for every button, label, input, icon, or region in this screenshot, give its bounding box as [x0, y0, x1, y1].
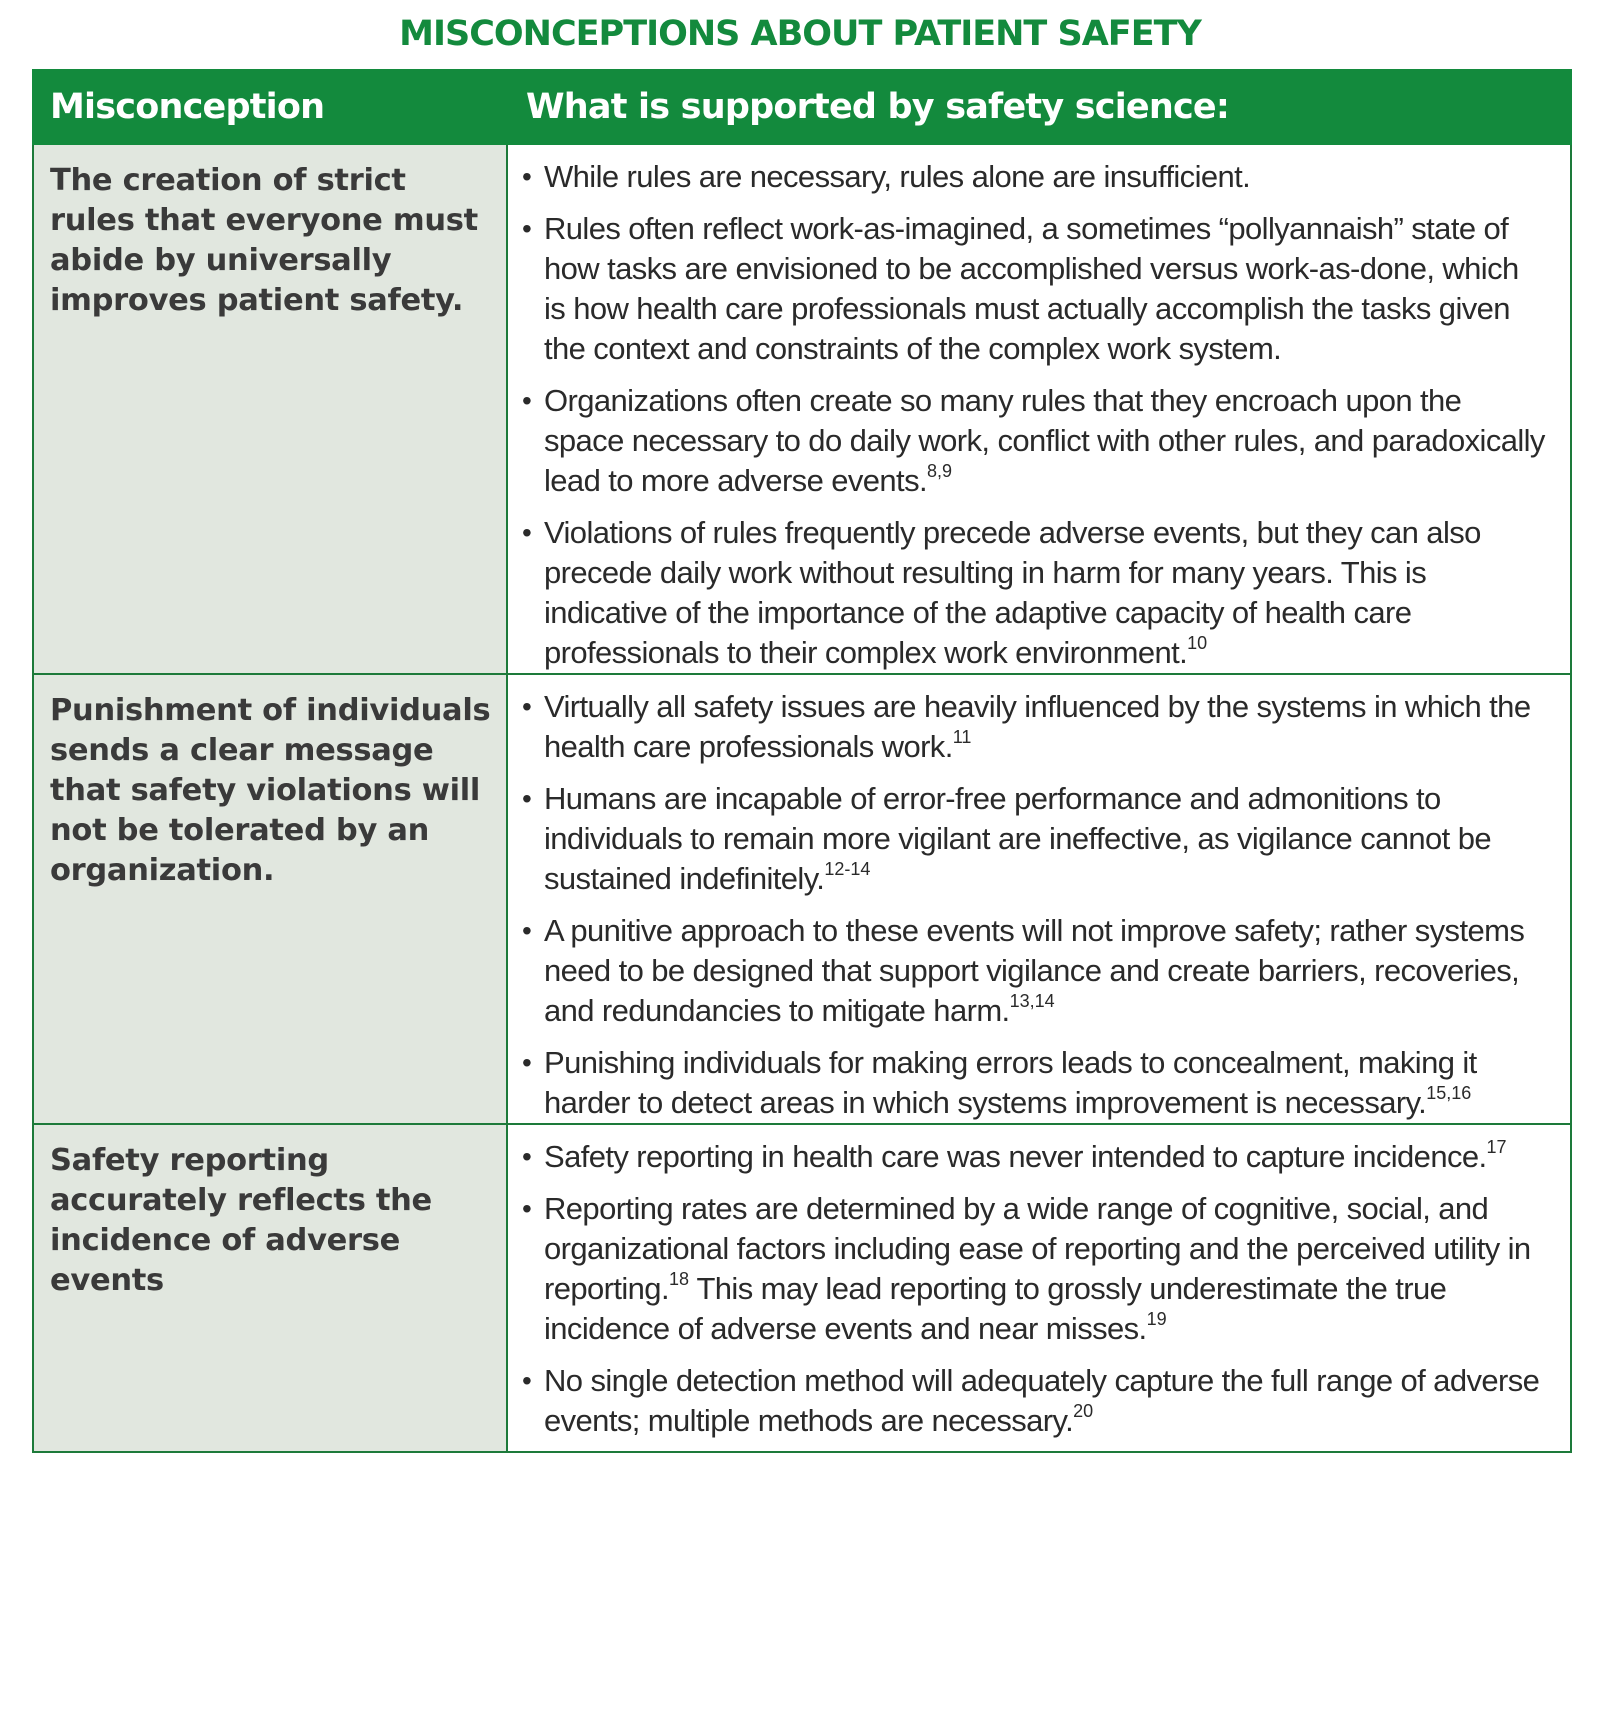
table-row: [33, 144, 1571, 674]
table-row: [33, 1124, 1571, 1452]
misconception-cell: Safety reporting accurately reflects the incidence of adverse events: [33, 1124, 507, 1452]
misconceptions-table: [32, 69, 1572, 1453]
bullet-item: [522, 513, 1546, 673]
table-title: MISCONCEPTIONS ABOUT PATIENT SAFETY: [399, 14, 1201, 54]
reference-superscript: 20: [1073, 1401, 1094, 1421]
bullet-text: Violations of rules frequently precede adverse events, but they can also precede daily work without resulting in harm for many years. This is indicative of the importance of the adaptive capacity of health care professionals to their complex work environment.: [544, 515, 1481, 670]
bullet-item: [522, 911, 1546, 1031]
header-row: [33, 70, 1571, 144]
science-cell: [507, 674, 1571, 1124]
science-cell: [507, 1124, 1571, 1452]
misconception-cell: The creation of strict rules that everyone must abide by universally improves patient safety.: [33, 144, 507, 674]
reference-superscript: 8,9: [926, 461, 953, 481]
bullet-list: [522, 687, 1546, 1123]
bullet-text: A punitive approach to these events will not improve safety; rather systems need to be designed that support vigilance and create barriers, recoveries, and redundancies to mitigate harm.: [544, 913, 1525, 1028]
bullet-text: Punishing individuals for making errors leads to concealment, making it harder to detect areas in which systems improvement is necessary.: [544, 1045, 1477, 1120]
table-row: [33, 674, 1571, 1124]
bullet-item: [522, 381, 1546, 501]
bullet-text: Virtually all safety issues are heavily influenced by the systems in which the health care professionals work.: [544, 689, 1531, 764]
column-header-science: What is supported by safety science:: [507, 70, 1571, 144]
bullet-text: Rules often reflect work-as-imagined, a sometimes “pollyannaish” state of how tasks are envisioned to be accomplished versus work-as-done, which is how health care professionals must actually accomplish the tasks given the context and constraints of the complex work system.: [544, 211, 1519, 366]
bullet-item: [522, 1043, 1546, 1123]
reference-superscript: 19: [1146, 1309, 1167, 1329]
bullet-item: [522, 687, 1546, 767]
bullet-item: [522, 779, 1546, 899]
reference-superscript: 13,14: [1009, 991, 1055, 1011]
bullet-item: [522, 209, 1546, 369]
reference-superscript: 12-14: [824, 859, 871, 879]
bullet-list: [522, 1137, 1546, 1441]
bullet-text: Reporting rates are determined by a wide range of cognitive, social, and organizational factors including ease of reporting and the perceived utility in reporting.: [544, 1191, 1531, 1306]
column-header-misconception: Misconception: [33, 70, 507, 144]
reference-superscript: 15,16: [1426, 1083, 1472, 1103]
bullet-text: Humans are incapable of error-free performance and admonitions to individuals to remain more vigilant are ineffective, as vigilance cannot be sustained indefinitely.: [544, 781, 1491, 896]
science-cell: [507, 144, 1571, 674]
bullet-item: [522, 1137, 1546, 1177]
bullet-item: [522, 1361, 1546, 1441]
reference-superscript: 11: [952, 727, 972, 747]
bullet-item: [522, 157, 1546, 197]
reference-superscript: 10: [1187, 633, 1208, 653]
bullet-list: [522, 157, 1546, 673]
bullet-text: While rules are necessary, rules alone are insufficient.: [544, 159, 1251, 194]
reference-superscript: 17: [1486, 1137, 1507, 1157]
bullet-text: Safety reporting in health care was never intended to capture incidence.: [544, 1139, 1487, 1174]
bullet-text-continued: This may lead reporting to grossly underestimate the true incidence of adverse events and near misses.: [544, 1271, 1447, 1346]
misconception-cell: Punishment of individuals sends a clear message that safety violations will not be tolerated by an organization.: [33, 674, 507, 1124]
bullet-item: [522, 1189, 1546, 1349]
bullet-text: No single detection method will adequately capture the full range of adverse events; multiple methods are necessary.: [544, 1363, 1540, 1438]
reference-superscript: 18: [668, 1269, 689, 1289]
bullet-text: Organizations often create so many rules that they encroach upon the space necessary to do daily work, conflict with other rules, and paradoxically lead to more adverse events.: [544, 383, 1545, 498]
